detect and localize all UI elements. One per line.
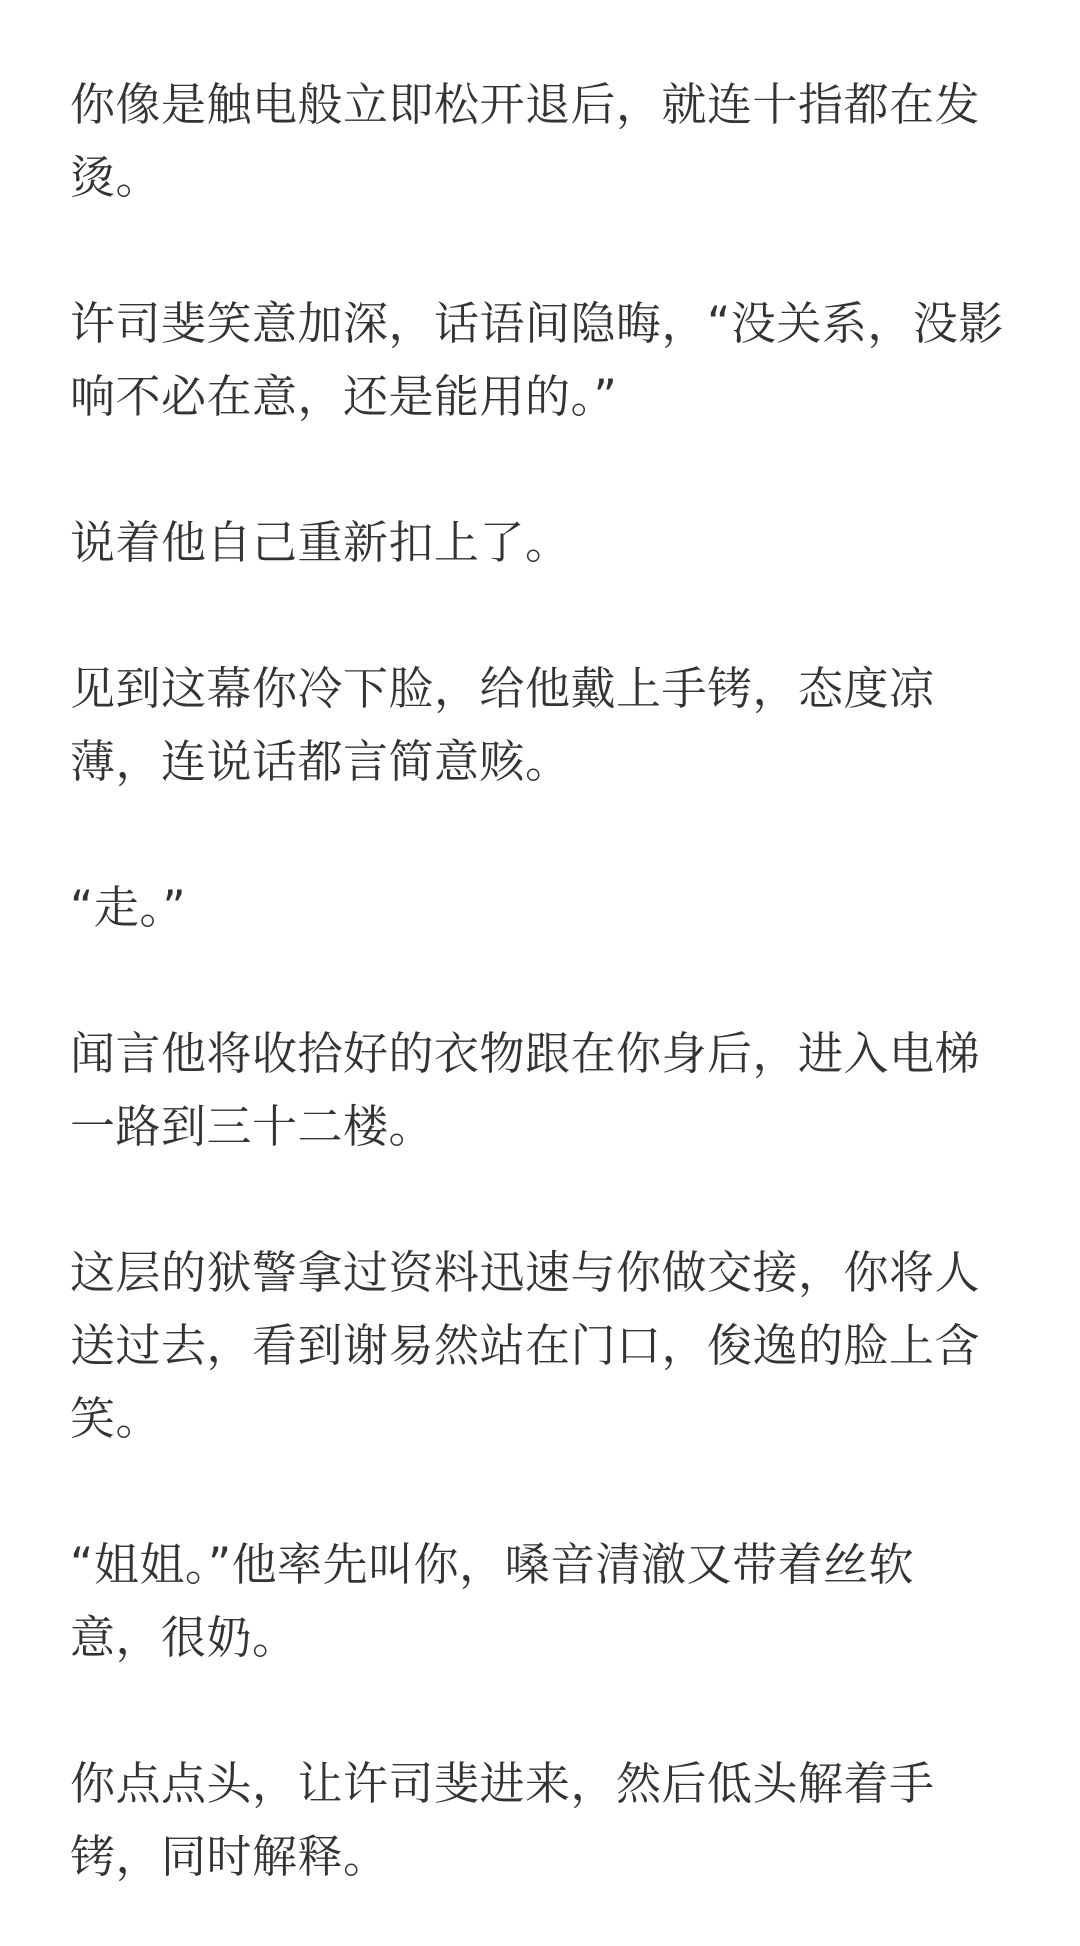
paragraph-line: 你像是触电般立即松开退后，就连十指都在发 [70,78,981,131]
paragraph-3 [70,506,1010,579]
paragraph-5 [70,871,1010,944]
paragraph-line: 笑。 [70,1392,162,1445]
paragraph-line: 一路到三十二楼。 [70,1100,435,1153]
paragraph-line: 见到这幕你冷下脸，给他戴上手铐，态度凉 [70,662,935,715]
paragraph-8 [70,1528,1010,1674]
paragraph-4 [70,652,1010,798]
paragraph-line: 意，很奶。 [70,1611,298,1664]
paragraph-line: 这层的狱警拿过资料迅速与你做交接，你将人 [70,1246,981,1299]
paragraph-line: 说着他自己重新扣上了。 [70,516,571,569]
paragraph-line: 许司斐笑意加深，话语间隐晦，“没关系，没影 [70,297,1004,350]
paragraph-line: 烫。 [70,151,162,204]
paragraph-line: 响不必在意，还是能用的。” [70,370,618,423]
paragraph-7 [70,1236,1010,1455]
paragraph-line: 薄，连说话都言简意赅。 [70,735,571,788]
paragraph-line: 铐，同时解释。 [70,1830,389,1883]
paragraph-1 [70,68,1010,214]
paragraph-line: 送过去，看到谢易然站在门口，俊逸的脸上含 [70,1319,981,1372]
paragraph-2 [70,287,1010,433]
paragraph-9 [70,1747,1010,1893]
paragraph-line: “姐姐。”他率先叫你，嗓音清澈又带着丝软 [70,1538,915,1591]
paragraph-line: 你点点头，让许司斐进来，然后低头解着手 [70,1757,935,1810]
paragraph-line: 闻言他将收拾好的衣物跟在你身后，进入电梯 [70,1027,981,1080]
paragraph-6 [70,1017,1010,1163]
paragraph-line: “走。” [70,881,187,934]
